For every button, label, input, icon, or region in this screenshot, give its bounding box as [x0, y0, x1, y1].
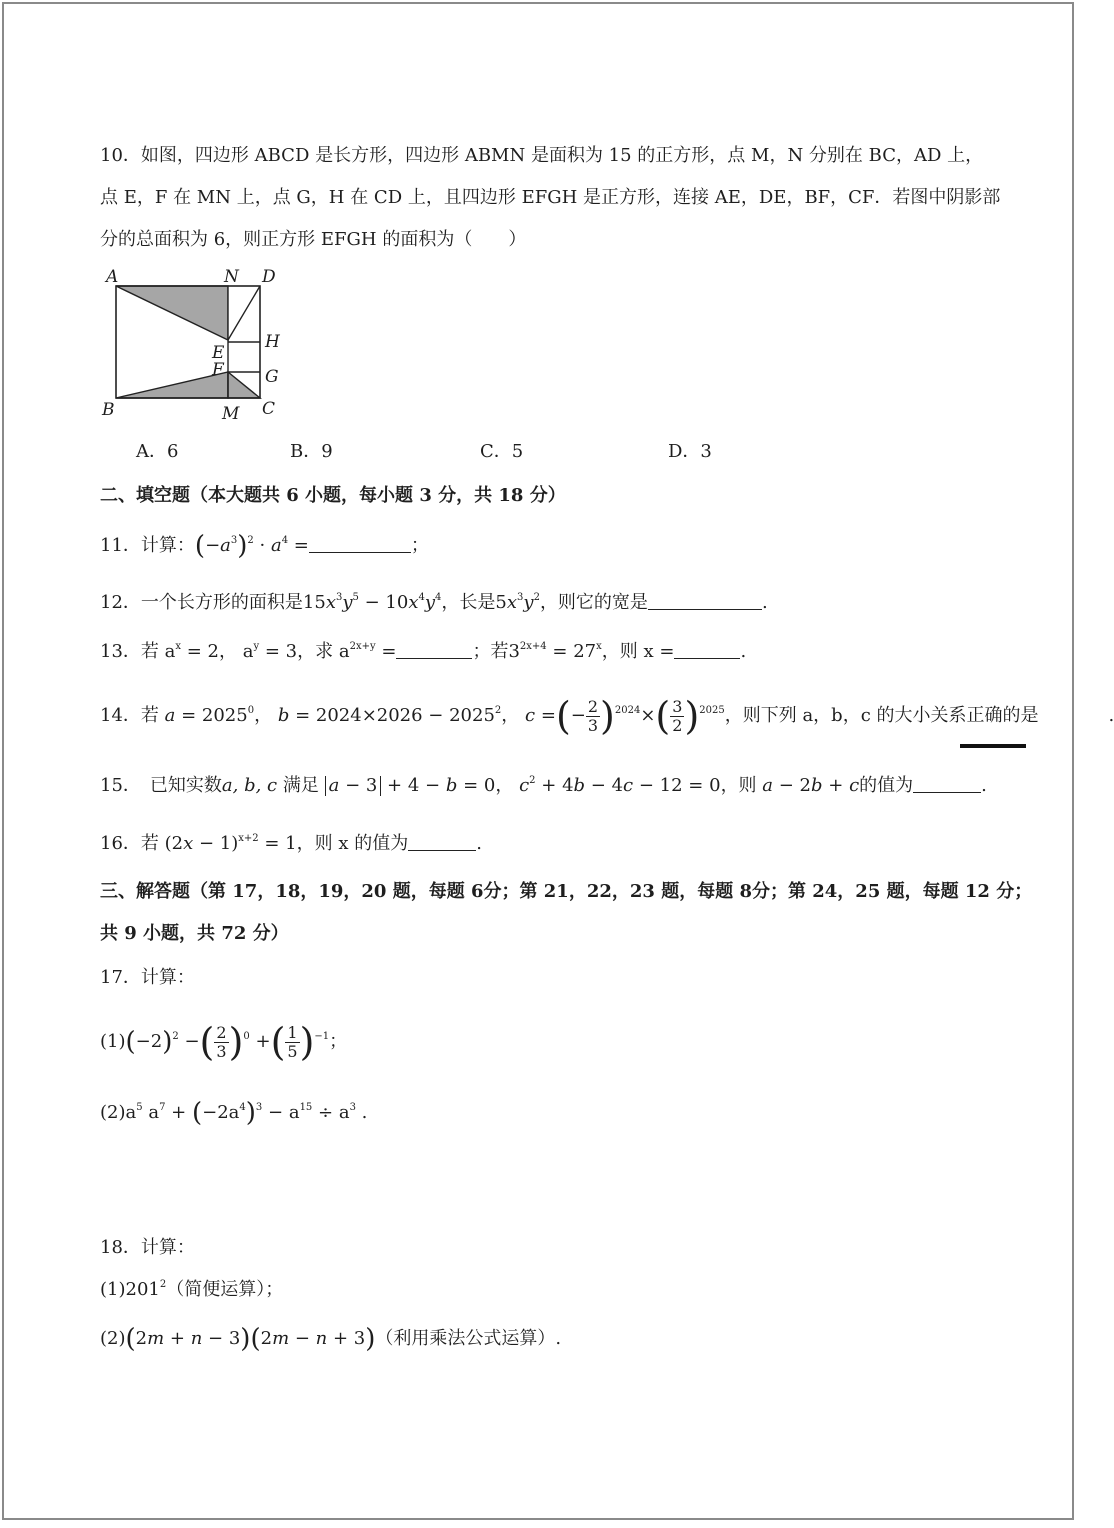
q18-part-1: $(1)201^2$（简便运算）； [100, 1278, 283, 1302]
q17-p2-label: (2) [100, 1102, 126, 1123]
q17-part-2: $(2)a^5$ $a^7 + (-2a^4)^3 - a^{15} \div a^3$ . [100, 1101, 367, 1125]
exam-page [2, 2, 1074, 1520]
label-c: C [262, 399, 275, 419]
q14-tail: ，则下列 a，b，c 的大小关系正确的是 [725, 705, 1039, 726]
q13-answer-blank-1[interactable] [396, 640, 472, 659]
q13-prefix: 13．若 [100, 641, 159, 662]
q10-line-2: 点 E，F 在 MN 上，点 G，H 在 CD 上，且四边形 EFGH 是正方形，连接 AE，DE，BF，CF．若图中阴影部 [100, 186, 1000, 210]
q13-eq2: = 3，求 [265, 641, 333, 662]
q11-expr: $(-a^3)^2 \cdot a^4$ = [195, 535, 309, 556]
section-2-title: 二、填空题（本大题共 6 小题，每小题 3 分，共 18 分） [100, 484, 566, 508]
q18-p1-label: (1) [100, 1279, 126, 1300]
q16-prefix: 16．若 [100, 833, 159, 854]
q17-part-1: $(1)(-2)^2$ −( $\frac{2}{3}$ )$^0$ +( $\frac{1}{5}$ )$^{-1}$； [100, 1020, 347, 1064]
q11-prefix: 11．计算： [100, 535, 195, 556]
q13-answer-blank-2[interactable] [674, 640, 740, 659]
q10-option-b[interactable]: B．9 [290, 440, 333, 464]
q15-answer-blank[interactable] [913, 774, 981, 793]
q13-eq4: = 27 [552, 641, 596, 662]
q16-end: . [476, 833, 482, 854]
q14-answer-blank[interactable] [960, 744, 1026, 748]
q10-option-a[interactable]: A．6 [136, 440, 178, 464]
q16-answer-blank[interactable] [408, 832, 476, 851]
q15-end: . [981, 775, 987, 796]
q13-eq1: = 2， [187, 641, 237, 662]
q12-prefix: 12．一个长方形的面积是 [100, 592, 303, 613]
label-h: H [264, 332, 281, 352]
q12-area-expr: $15x^3y^5 - 10x^4y^4$ [303, 592, 442, 613]
section-3-title-line-2: 共 9 小题，共 72 分） [100, 922, 289, 946]
q18-p2-label: (2) [100, 1328, 126, 1349]
q15-vars: a, b, c [222, 775, 277, 796]
q13-mid: ；若 [472, 641, 508, 662]
q12-length-expr: $5x^3y^2$ [495, 592, 540, 613]
q13-tail: ，则 x = [602, 641, 675, 662]
q12 [100, 591, 768, 615]
q13: 13．若 $a^x = 2$， $a^y = 3$，求 $a^{2x+y}$ = ；若$3^{2x+4} = 27^x$，则 x = . [100, 640, 746, 664]
q17-title: 17．计算： [100, 966, 195, 990]
q18-p2-note: （利用乘法公式运算）. [375, 1328, 561, 1349]
q15-prefix: 15． 已知实数 [100, 775, 222, 796]
q18-title: 18．计算： [100, 1236, 195, 1260]
shaded-triangle-bottom-right [228, 372, 260, 398]
q12-tail: ，则它的宽是 [540, 592, 648, 613]
q13-eq3: = [381, 641, 396, 662]
q12-answer-blank[interactable] [648, 591, 762, 610]
q17-p1-end: ； [329, 1031, 347, 1052]
label-n: N [223, 267, 240, 287]
q11-answer-blank[interactable] [309, 534, 411, 553]
q15-tail2: 的值为 [859, 775, 913, 796]
label-f: F [211, 360, 225, 380]
q16-tail: ，则 x 的值为 [297, 833, 409, 854]
q13-end: . [740, 641, 746, 662]
shaded-triangle-top [116, 286, 228, 340]
q15-tail: ，则 [721, 775, 757, 796]
q17-p1-label: (1) [100, 1031, 126, 1052]
q12-mid: ，长是 [441, 592, 495, 613]
q10-line-3: 分的总面积为 6，则正方形 EFGH 的面积为（ ） [100, 228, 526, 252]
label-g: G [265, 367, 279, 387]
q10-figure [98, 262, 288, 422]
q14: 14．若 $a = 2025^0$， $b = 2024\times 2026 - 2025^2$， c =(− $\frac{2}{3}$ )$^{2024}$×( $\frac{3}{2}$ )$^{2025}$，则下列 a，b，c 的大小关系正确的是 . [100, 694, 1114, 738]
q15: 15． 已知实数a, b, c 满足 a − 3 + 4 − b = 0， $c^2 + 4b - 4c - 12 = 0$，则 a − 2b + c的值为 . [100, 774, 987, 798]
q15-mid: 满足 [283, 775, 319, 796]
label-e: E [211, 343, 225, 363]
label-d: D [261, 267, 276, 287]
q16: 16．若 $(2x - 1)^{x+2} = 1$，则 x 的值为 . [100, 832, 482, 856]
q18-p1-note: （简便运算）； [166, 1279, 283, 1300]
label-a: A [104, 267, 118, 287]
label-b: B [101, 400, 115, 420]
q14-end: . [1109, 705, 1114, 726]
q12-end: . [762, 592, 768, 613]
q10-option-d[interactable]: D．3 [668, 440, 712, 464]
q11-end: ； [411, 535, 429, 556]
q10-option-c[interactable]: C．5 [480, 440, 523, 464]
q18-part-2: (2)(2m + n − 3)(2m − n + 3)（利用乘法公式运算）. [100, 1327, 561, 1351]
q17-p2-end: . [362, 1102, 368, 1123]
label-m: M [221, 404, 240, 424]
q10-line-1: 10．如图，四边形 ABCD 是长方形，四边形 ABMN 是面积为 15 的正方形，点 M，N 分别在 BC，AD 上， [100, 144, 983, 168]
q11 [100, 534, 429, 558]
section-3-title-line-1: 三、解答题（第 17，18，19，20 题，每题 6分；第 21，22，23 题，每题 8分；第 24，25 题，每题 12 分； [100, 880, 1032, 904]
q14-prefix: 14．若 [100, 705, 159, 726]
